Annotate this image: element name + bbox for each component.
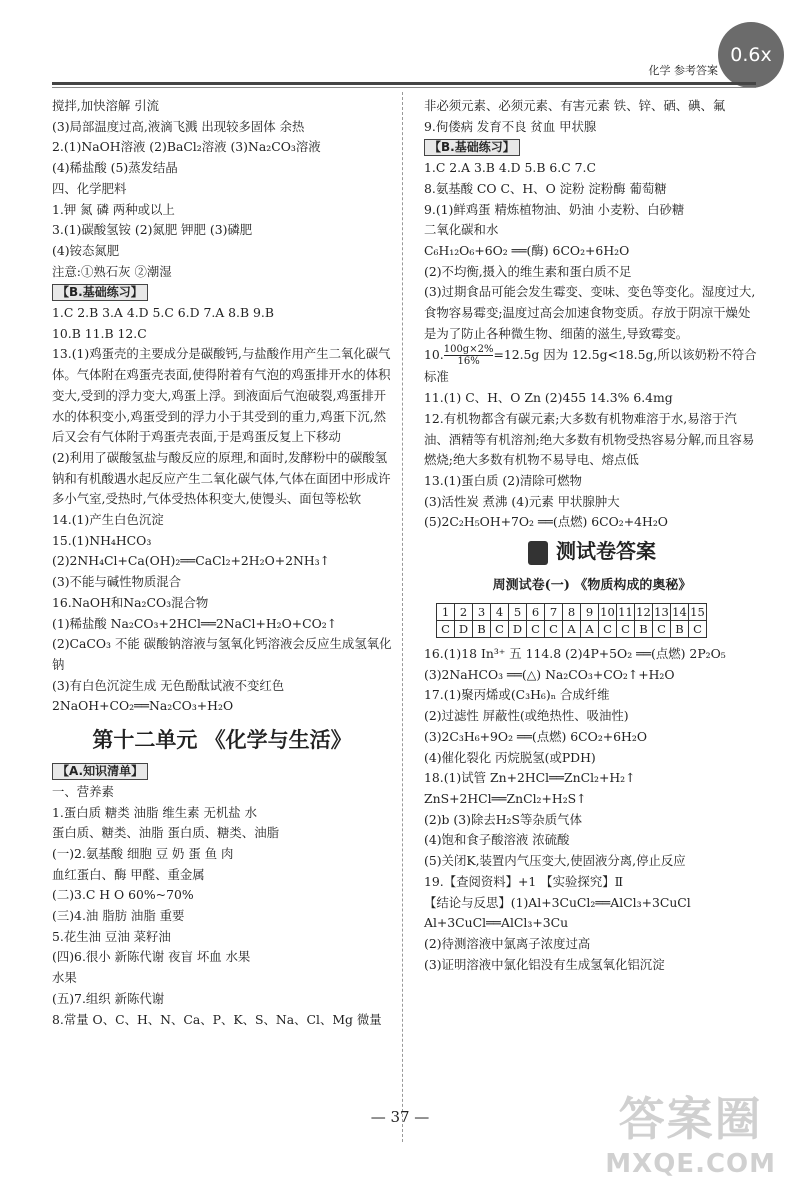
- question-number-cell: 15: [690, 605, 705, 620]
- document-icon: [528, 541, 548, 565]
- text-line: 蛋白质、糖类、油脂 蛋白质、糖类、油脂: [52, 825, 279, 841]
- answer-cell: C: [617, 621, 635, 638]
- left-block-1: [52, 96, 392, 282]
- answer-paragraph: (3)过期食品可能会发生霉变、变味、变色等变化。湿度过大,食物容易霉变;温度过高会加速食物变质。存放于阴凉干燥处是为了防止各种微生物、细菌的滋生,导致霉变。: [424, 284, 756, 341]
- watermark-url: MXQE.COM: [605, 1149, 776, 1179]
- text-line: 11.(1) C、H、O Zn (2)455 14.3% 6.4mg: [424, 390, 673, 406]
- text-line: 水果: [52, 970, 77, 986]
- question-number-cell: 6: [527, 604, 545, 621]
- text-line: 二氧化碳和水: [424, 222, 499, 238]
- question-number-cell: 8: [563, 604, 581, 621]
- section-badge-basic-practice: 【B.基础练习】: [52, 284, 148, 301]
- text-line: 13.(1)蛋白质 (2)清除可燃物: [424, 472, 582, 488]
- text-line: (1)稀盐酸 Na₂CO₃+2HCl══2NaCl+H₂O+CO₂↑: [52, 615, 338, 631]
- answer-table: [436, 603, 707, 638]
- text-line: 一、营养素: [52, 783, 114, 799]
- text-line: 3.(1)碳酸氢铵 (2)氮肥 钾肥 (3)磷肥: [52, 222, 253, 238]
- text-line: (三)4.油 脂肪 油脂 重要: [52, 908, 185, 924]
- weekly-test-title: 周测试卷(一) 《物质构成的奥秘》: [492, 578, 692, 594]
- text-line: 15.(1)NH₄HCO₃: [52, 532, 152, 548]
- text-line: (2)待测溶液中氯离子浓度过高: [424, 935, 591, 951]
- text-line: (一)2.氨基酸 细胞 豆 奶 蛋 鱼 肉: [52, 845, 234, 861]
- fraction-denominator: 16%: [457, 356, 480, 368]
- answer-cell: D: [509, 621, 527, 638]
- text-line: (4)稀盐酸 (5)蒸发结晶: [52, 160, 178, 176]
- text-line: 16.NaOH和Na₂CO₃混合物: [52, 594, 209, 610]
- text-line: 8.氨基酸 CO C、H、O 淀粉 淀粉酶 葡萄糖: [424, 180, 667, 196]
- text-line: 2.(1)NaOH溶液 (2)BaCl₂溶液 (3)Na₂CO₃溶液: [52, 139, 321, 155]
- section-badge-basic-practice: 【B.基础练习】: [424, 139, 520, 156]
- question-number-cell: 14: [672, 605, 687, 620]
- text-line: 【结论与反思】(1)Al+3CuCl₂══AlCl₃+3CuCl: [424, 894, 691, 910]
- question-number-cell: 5: [509, 604, 527, 621]
- text-line: (3)活性炭 煮沸 (4)元素 甲状腺肿大: [424, 493, 620, 509]
- text-line: (4)铵态氮肥: [52, 242, 120, 258]
- text-line: 18.(1)试管 Zn+2HCl══ZnCl₂+H₂↑: [424, 770, 636, 786]
- answer-cell: C: [527, 621, 545, 638]
- question-number-cell: 10: [600, 605, 615, 620]
- question-number-cell: 2: [455, 604, 473, 621]
- question-number-cell: 3: [473, 604, 491, 621]
- answer-paragraph: 12.有机物都含有碳元素;大多数有机物难溶于水,易溶于汽油、酒精等有机溶剂;绝大多数有机物受热容易分解,而且容易燃烧;绝大多数有机物不易导电、熔点低: [424, 410, 755, 468]
- watermark-logo: [605, 1083, 776, 1179]
- answer-table-answer-row: [437, 621, 707, 638]
- text-line: (2)b (3)除去H₂S等杂质气体: [424, 811, 582, 827]
- answer-cell: C: [599, 621, 617, 638]
- text-line: Al+3CuCl══AlCl₃+3Cu: [424, 915, 569, 931]
- question-number-cell: 11: [618, 605, 633, 620]
- answer-cell: C: [491, 621, 509, 638]
- test-answers-title: [424, 535, 760, 567]
- text-line: 1.钾 氮 磷 两种或以上: [52, 201, 175, 217]
- text-line: (5)关闭K,装置内气压变大,使固液分离,停止反应: [424, 853, 686, 869]
- q10-prefix: 10.: [424, 347, 444, 363]
- answer-cell: C: [653, 621, 671, 638]
- answer-cell: C: [437, 621, 455, 638]
- text-line: (二)3.C H O 60%~70%: [52, 887, 194, 903]
- text-line: ZnS+2HCl══ZnCl₂+H₂S↑: [424, 790, 587, 806]
- text-line: 非必须元素、必须元素、有害元素 铁、锌、硒、碘、氟: [424, 98, 726, 113]
- equation-line: C₆H₁₂O₆+6O₂ ══(酶) 6CO₂+6H₂O: [424, 242, 630, 258]
- text-line: 8.常量 O、C、H、N、Ca、P、K、S、Na、Cl、Mg 微量: [52, 1011, 382, 1027]
- fraction-numerator: 100g×2%: [443, 344, 494, 356]
- left-column: [52, 96, 392, 1030]
- watermark-text: 答案圈: [618, 1092, 763, 1146]
- question-number-cell: 9: [581, 604, 599, 621]
- q10-line: [424, 344, 760, 388]
- text-line: 10.B 11.B 12.C: [52, 325, 147, 341]
- answer-cell: D: [455, 621, 473, 638]
- text-line: (四)6.很小 新陈代谢 夜盲 坏血 水果: [52, 949, 251, 965]
- text-line: 9.(1)鲜鸡蛋 精炼植物油、奶油 小麦粉、白砂糖: [424, 201, 685, 217]
- q10-fraction: [444, 344, 494, 367]
- text-line: (3)2C₃H₆+9O₂ ══(点燃) 6CO₂+6H₂O: [424, 728, 647, 744]
- header-rule: [52, 82, 756, 85]
- text-line: 16.(1)18 In³⁺ 五 114.8 (2)4P+5O₂ ══(点燃) 2P₂O₅: [424, 646, 726, 662]
- text-line: (4)催化裂化 丙烷脱氢(或PDH): [424, 749, 596, 765]
- text-line: 四、化学肥料: [52, 180, 127, 196]
- answer-cell: B: [473, 621, 491, 638]
- column-divider: [402, 92, 403, 1142]
- text-line: (2)过滤性 屏蔽性(或绝热性、吸油性): [424, 708, 629, 724]
- text-line: 14.(1)产生白色沉淀: [52, 512, 164, 528]
- answer-cell: A: [563, 621, 581, 638]
- text-line: 血红蛋白、酶 甲醛、重金属: [52, 866, 205, 882]
- text-line: (3)不能与碱性物质混合: [52, 574, 182, 590]
- answer-cell: B: [635, 621, 653, 638]
- text-line: 19.【查阅资料】+1 【实验探究】Ⅱ: [424, 873, 624, 889]
- text-line: (五)7.组织 新陈代谢: [52, 990, 165, 1006]
- question-number-cell: 1: [437, 604, 455, 621]
- unit-title: 第十二单元 《化学与生活》: [92, 727, 352, 753]
- text-line: 17.(1)聚丙烯或(C₃H₆)ₙ 合成纤维: [424, 687, 610, 703]
- text-line: 搅拌,加快溶解 引流: [52, 98, 160, 113]
- section-title-text: 测试卷答案: [556, 539, 656, 564]
- section-badge-knowledge-list: 【A.知识清单】: [52, 763, 148, 780]
- text-line: 5.花生油 豆油 菜籽油: [52, 928, 171, 944]
- text-line: (3)2NaHCO₃ ══(△) Na₂CO₃+CO₂↑+H₂O: [424, 666, 675, 682]
- answer-cell: B: [671, 621, 689, 638]
- text-line: (2)2NH₄Cl+Ca(OH)₂══CaCl₂+2H₂O+2NH₃↑: [52, 553, 330, 569]
- zoom-level-badge[interactable]: 0.6x: [718, 22, 784, 88]
- header-rule-thin: [52, 87, 756, 88]
- q10-rest: =12.5g 因为 12.5g<18.5g,所以该奶粉不符合标准: [424, 347, 757, 385]
- text-line: (2)CaCO₃ 不能 碳酸钠溶液与氢氧化钙溶液会反应生成氢氧化钠: [52, 636, 392, 672]
- answer-cell: C: [545, 621, 563, 638]
- text-line: (3)局部温度过高,液滴飞溅 出现较多固体 余热: [52, 118, 305, 134]
- answer-cell: C: [689, 621, 707, 638]
- text-line: 注意:①熟石灰 ②潮湿: [52, 263, 172, 279]
- answer-paragraph: (2)利用了碳酸氢盐与酸反应的原理,和面时,发酵粉中的碳酸氢钠和有机酸遇水起反应产生二氧化碳气体,气体在面团中形成许多小气室,受热时,气体受热体积变大,使馒头、面包等松软: [52, 449, 391, 507]
- text-line: (2)不均衡,摄入的维生素和蛋白质不足: [424, 263, 632, 279]
- equation-line: (5)2C₂H₅OH+7O₂ ══(点燃) 6CO₂+4H₂O: [424, 514, 668, 530]
- text-line: (3)证明溶液中氯化铝没有生成氢氧化铝沉淀: [424, 956, 665, 972]
- question-number-cell: 13: [654, 605, 669, 620]
- answer-table-number-row: [437, 604, 707, 621]
- question-number-cell: 12: [636, 605, 651, 620]
- page-header: 化学 参考答案: [648, 64, 718, 77]
- text-line: 1.蛋白质 糖类 油脂 维生素 无机盐 水: [52, 804, 257, 820]
- text-line: 9.佝偻病 发育不良 贫血 甲状腺: [424, 118, 597, 134]
- text-line: 1.C 2.A 3.B 4.D 5.B 6.C 7.C: [424, 160, 596, 176]
- question-number-cell: 7: [545, 604, 563, 621]
- page-number: — 37 —: [370, 1108, 430, 1126]
- text-line: (3)有白色沉淀生成 无色酚酞试液不变红色: [52, 677, 285, 693]
- right-column: [424, 96, 760, 975]
- text-line: (4)饱和食子酸溶液 浓硫酸: [424, 832, 570, 848]
- text-line: 1.C 2.B 3.A 4.D 5.C 6.D 7.A 8.B 9.B: [52, 305, 274, 321]
- question-number-cell: 4: [491, 604, 509, 621]
- answer-cell: A: [581, 621, 599, 638]
- text-line: 2NaOH+CO₂══Na₂CO₃+H₂O: [52, 698, 234, 714]
- answer-paragraph: 13.(1)鸡蛋壳的主要成分是碳酸钙,与盐酸作用产生二氧化碳气体。气体附在鸡蛋壳表面,使得附着有气泡的鸡蛋排开水的体积变大,受到的浮力变大,鸡蛋上浮。到液面后气泡破裂,鸡蛋排开水的体积变小,鸡蛋受到的浮力小于其受到的重力,鸡蛋下沉,然后又会有气体附于鸡蛋壳表面,于是鸡蛋反复上下移动: [52, 346, 391, 445]
